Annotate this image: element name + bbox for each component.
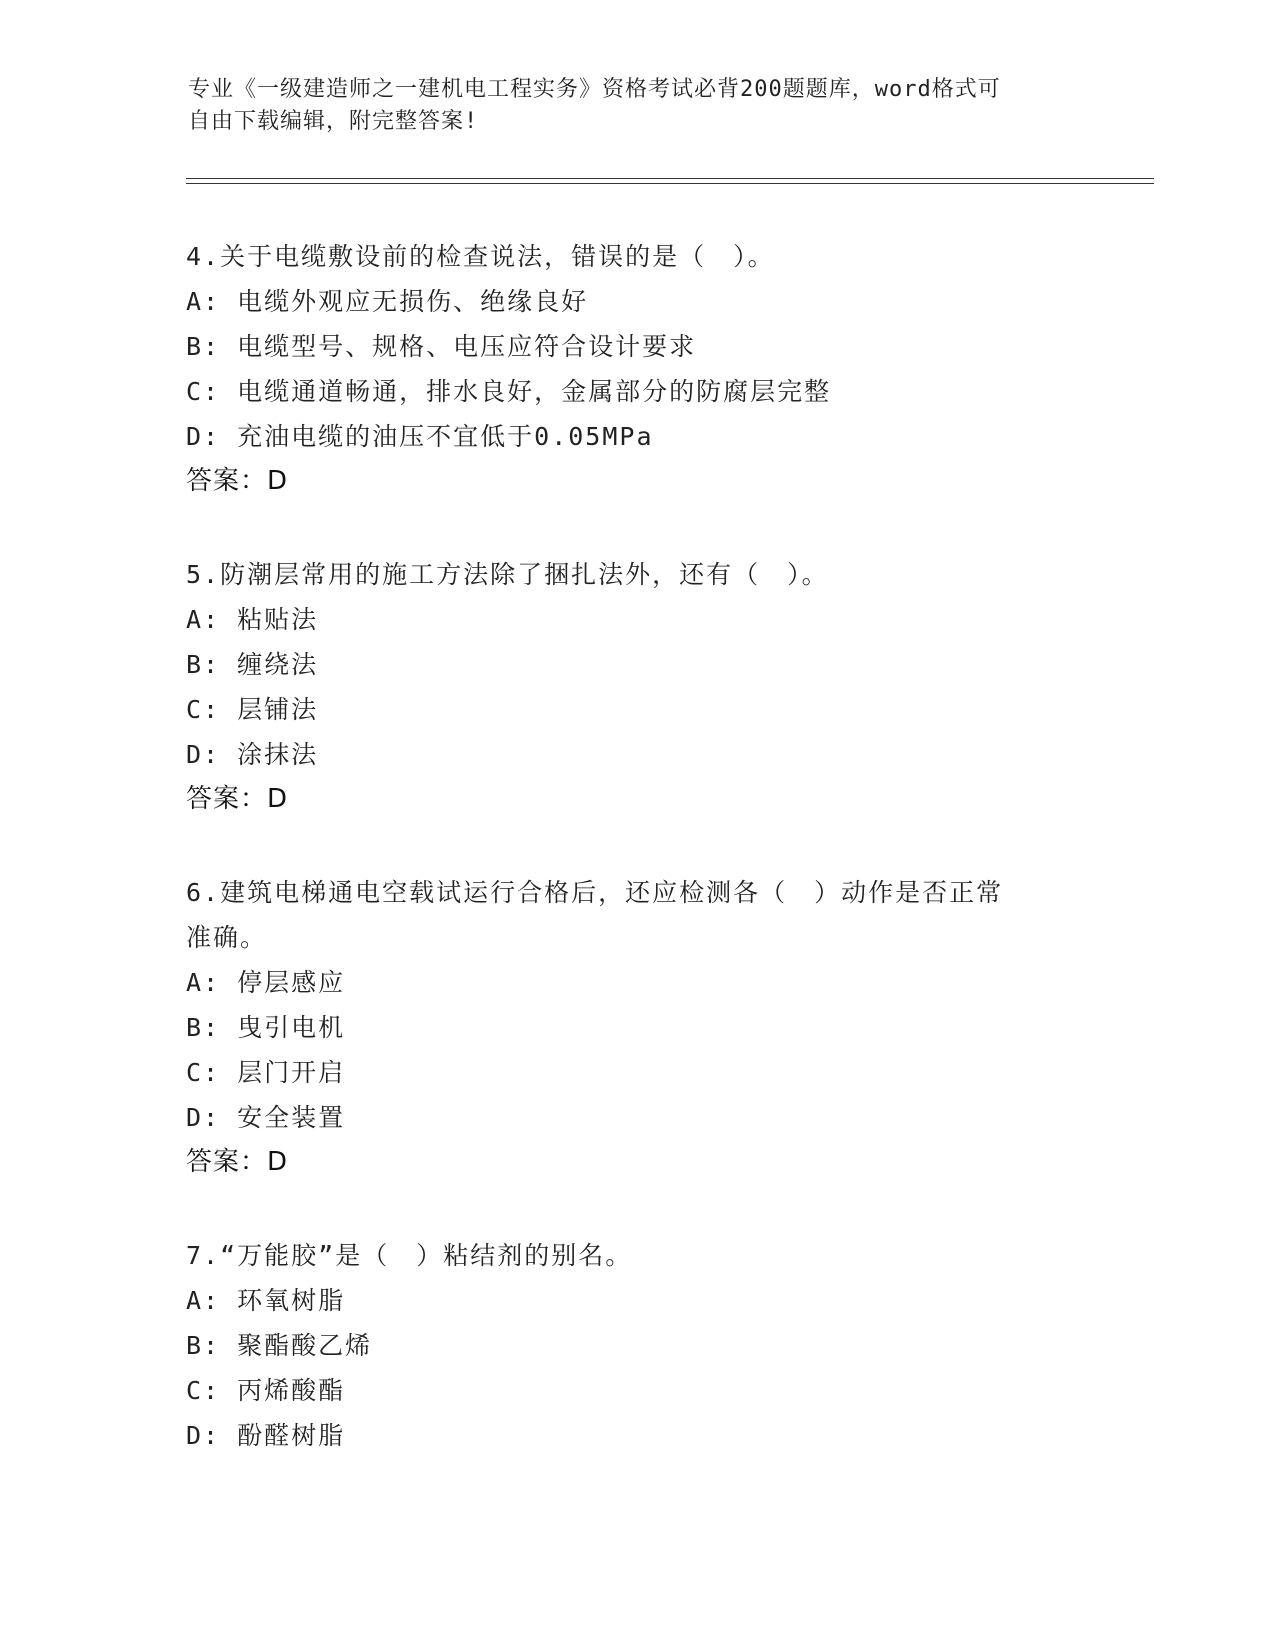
- answer: 答案：D: [186, 784, 289, 814]
- question-stem: 5.防潮层常用的施工方法除了捆扎法外，还有（ ）。: [186, 560, 829, 589]
- question-stem-continued: 准确。: [186, 923, 268, 952]
- option-d: D: 安全装置: [186, 1103, 346, 1132]
- header-line-2: 自由下载编辑，附完整答案!: [188, 109, 479, 134]
- question-6: [186, 870, 1086, 1185]
- option-d: D: 充油电缆的油压不宜低于0.05MPa: [186, 422, 654, 451]
- option-a: A: 环氧树脂: [186, 1286, 346, 1315]
- option-a: A: 停层感应: [186, 968, 346, 997]
- option-b: B: 聚酯酸乙烯: [186, 1331, 373, 1360]
- option-d: D: 涂抹法: [186, 740, 319, 769]
- answer: 答案：D: [186, 1147, 289, 1177]
- answer: 答案：D: [186, 466, 289, 496]
- option-c: C: 电缆通道畅通，排水良好，金属部分的防腐层完整: [186, 377, 832, 406]
- document-header: [188, 74, 1088, 138]
- question-7: [186, 1233, 1086, 1458]
- option-b: B: 电缆型号、规格、电压应符合设计要求: [186, 332, 697, 361]
- header-line-1: 专业《一级建造师之一建机电工程实务》资格考试必背200题题库，word格式可: [188, 77, 1001, 102]
- option-b: B: 曳引电机: [186, 1013, 346, 1042]
- option-a: A: 电缆外观应无损伤、绝缘良好: [186, 287, 589, 316]
- question-5: [186, 552, 1086, 822]
- option-b: B: 缠绕法: [186, 650, 319, 679]
- question-4: [186, 234, 1086, 504]
- header-divider-bottom: [186, 183, 1154, 184]
- header-divider-top: [186, 178, 1154, 179]
- question-stem: 6.建筑电梯通电空载试运行合格后，还应检测各（ ）动作是否正常: [186, 878, 1004, 907]
- option-c: C: 层门开启: [186, 1058, 346, 1087]
- option-c: C: 层铺法: [186, 695, 319, 724]
- option-d: D: 酚醛树脂: [186, 1421, 346, 1450]
- question-stem: 7.“万能胶”是（ ）粘结剂的别名。: [186, 1241, 633, 1270]
- question-stem: 4.关于电缆敷设前的检查说法，错误的是（ ）。: [186, 242, 775, 271]
- option-c: C: 丙烯酸酯: [186, 1376, 346, 1405]
- option-a: A: 粘贴法: [186, 605, 319, 634]
